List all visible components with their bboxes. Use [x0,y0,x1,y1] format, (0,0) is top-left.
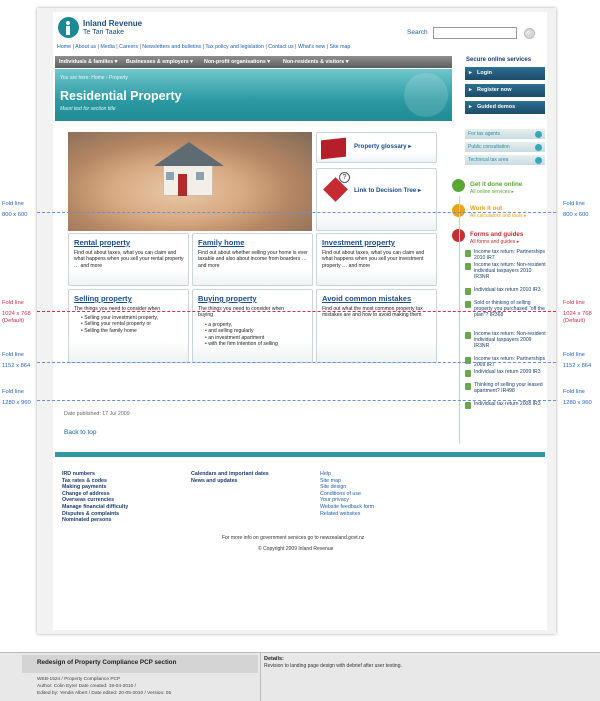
document-icon [465,301,471,308]
nav-businesses[interactable]: Businesses & employers ▾ [126,59,193,65]
card-text: Find out about whether selling your home is ever taxable and also about income from boarders … and more [198,250,308,269]
fold-line-1152 [37,362,556,363]
online-services-title: Secure online services [466,57,532,63]
glossary-link[interactable]: Property glossary ▸ [354,143,412,150]
glossary-box[interactable] [316,132,437,163]
fold-label-left: Fold line 800 x 600 [2,201,28,218]
promo-online-link[interactable]: All online services ▸ [470,189,514,195]
footer-bar [55,452,545,457]
card-text: Find out what the most common property tax mistakes are and how to avoid making them. [322,306,423,319]
promo-forms-title[interactable]: Forms and guides [470,231,524,238]
search-label: Search [407,29,428,36]
card-title[interactable]: Selling property [74,294,132,303]
search-input[interactable] [433,27,517,39]
card-family-home[interactable] [192,233,313,286]
breadcrumb: You are here: Home › Property [60,75,128,81]
promo-work-link[interactable]: All calculators and tools ▸ [470,213,527,219]
fold-label-left: Fold line 1280 x 960 [2,389,31,406]
footer-col-3: Help Site map Site design Conditions of use Your privacy Website feedback form Related websites [320,471,375,517]
card-text: Find out about taxes, what you can claim and what happens when you sell your investment property … and more [322,250,425,269]
card-text: The things you need to consider when [74,306,161,312]
nav-non-residents[interactable]: Non-residents & visitors ▾ [283,59,349,65]
card-title[interactable]: Family home [198,238,245,247]
info-divider [260,652,261,701]
fold-line-1024 [37,311,556,312]
page-subtitle: Maori text for section title [60,106,116,112]
document-icon [465,383,471,390]
document-icon [465,402,471,409]
published-date: Date published: 17 Jul 2009 [64,411,130,417]
card-selling[interactable] [68,289,189,363]
form-link[interactable]: Income tax return: Non-resident individual taxpayers 2009 IR3NR [474,332,548,357]
fold-label-right: Fold line 1024 x 768 (Default) [563,300,592,324]
promo-divider [459,196,460,444]
login-button[interactable]: Login ▸ [465,67,545,80]
search-icon: ⌕ [526,28,531,37]
arrow-circle-icon [535,144,542,151]
card-title[interactable]: Avoid common mistakes [322,294,412,303]
nav-individuals[interactable]: Individuals & families ▾ [59,59,118,65]
arrow-icon: ▸ [469,70,472,76]
arrow-icon: ▸ [469,87,472,93]
arrow-circle-icon [535,131,542,138]
footer-govt-text: For more info on government services go to newzealand.govt.nz [222,535,365,541]
document-icon [465,263,471,270]
info-meta-1: WEB-1524 / Property Compliance PCP [37,677,121,682]
fold-label-left: Fold line 1152 x 864 [2,352,31,369]
hero-house-image [68,132,312,231]
fold-label-right: Fold line 800 x 600 [563,201,589,218]
main-nav [55,56,452,68]
glossary-book-icon [321,138,346,160]
form-link[interactable]: Individual tax return 2008 IR3 [474,402,548,415]
document-icon [465,250,471,257]
footer-copyright: © Copyright 2009 Inland Revenue [258,546,334,552]
arrow-icon: ▸ [469,104,472,110]
document-icon [465,370,471,377]
promo-forms-link[interactable]: All forms and guides ▸ [470,239,520,245]
form-link[interactable]: Income tax return: Partnerships 2010 IR7 [474,250,548,263]
info-details-label: Details: [264,656,284,662]
page-title: Residential Property [60,89,182,103]
form-link[interactable]: Income tax return: Non-resident individual taxpayers 2010 IR3NR [474,263,548,288]
form-link[interactable]: Individual tax return 2010 IR3 [474,288,548,301]
card-investment[interactable] [316,233,437,286]
form-link[interactable]: Individual tax return 2009 IR3 [474,370,548,383]
info-title: Redesign of Property Compliance PCP section [37,659,177,666]
link-technical-tax[interactable]: Technical tax area [465,155,545,165]
card-text: Find out about taxes, what you can claim and what happens when you sell your rental property … and more [74,250,184,269]
footer-col-2: Calendars and important dates News and updates [191,471,269,484]
card-title[interactable]: Rental property [74,238,131,247]
brand-name: Inland Revenue [83,19,143,28]
forms-list [474,250,548,415]
card-bullets: • a property, • and selling regularly • an investment apartment • with the firm intention of selling [205,322,278,347]
nav-non-profit[interactable]: Non-profit organisations ▾ [204,59,270,65]
section-banner [55,69,452,121]
register-button[interactable]: Register now ▸ [465,84,545,97]
document-icon [465,288,471,295]
fold-label-right: Fold line 1280 x 960 [563,389,592,406]
card-avoid-mistakes[interactable] [316,289,437,363]
question-icon: ? [339,172,350,183]
promo-online-title[interactable]: Get it done online [470,181,523,188]
card-buying[interactable] [192,289,313,363]
form-link[interactable]: Sold or thinking of selling property you purchased "off the plan"? IR368 [474,301,548,332]
fold-line-1280 [37,400,556,401]
arrow-circle-icon [535,157,542,164]
info-details: Revision to landing page design with debrief after user testing. [264,663,402,669]
card-title[interactable]: Investment property [322,238,396,247]
promo-work-title[interactable]: Work it out [470,205,503,212]
footer-col-1: IRD numbers Tax rates & codes Making payments Change of address Overseas currencies Manage financial difficulty Disputes & complaints Nominated persons [62,471,129,524]
fold-line-800 [37,212,556,213]
guided-demos-button[interactable]: Guided demos ▸ [465,101,545,114]
card-title[interactable]: Buying property [198,294,257,303]
online-icon [452,179,465,192]
card-rental[interactable] [68,233,189,286]
link-tax-agents[interactable]: For tax agents [465,129,545,139]
decision-tree-box[interactable] [316,168,437,231]
card-bullets: • Selling your investment property, • Selling your rental property or • Selling the family home [81,315,159,334]
form-link[interactable]: Income tax return: Partnerships 2009 IR7 [474,357,548,370]
link-public-consultation[interactable]: Public consultation [465,142,545,152]
document-icon [465,332,471,339]
info-meta-2: Author: Colin Eyre/ Date created: 19-04-2010 / [37,684,136,689]
decision-tree-link[interactable]: Link to Decision Tree ▸ [354,187,422,194]
fold-label-right: Fold line 1152 x 864 [563,352,592,369]
top-navigation[interactable]: Home | About us | Media | Careers | Newsletters and bulletins | Tax policy and legislation | Contact us | What's new | Site map [57,44,351,50]
info-meta-3: Edited by: Yendis Albert / Date edited: 20-05-2010 / Version: 05 [37,691,172,696]
back-to-top-link[interactable]: Back to top [64,429,97,436]
banner-watermark-icon [404,73,448,117]
brand-maori: Te Tari Taake [83,29,124,36]
fold-label-left: Fold line 1024 x 768 (Default) [2,300,31,324]
form-link[interactable]: Thinking of selling your leased apartment? IR498 [474,383,548,402]
ird-logo-icon[interactable] [58,17,79,38]
search-go-button[interactable] [524,28,535,39]
card-text: The things you need to consider when buying [198,306,285,319]
